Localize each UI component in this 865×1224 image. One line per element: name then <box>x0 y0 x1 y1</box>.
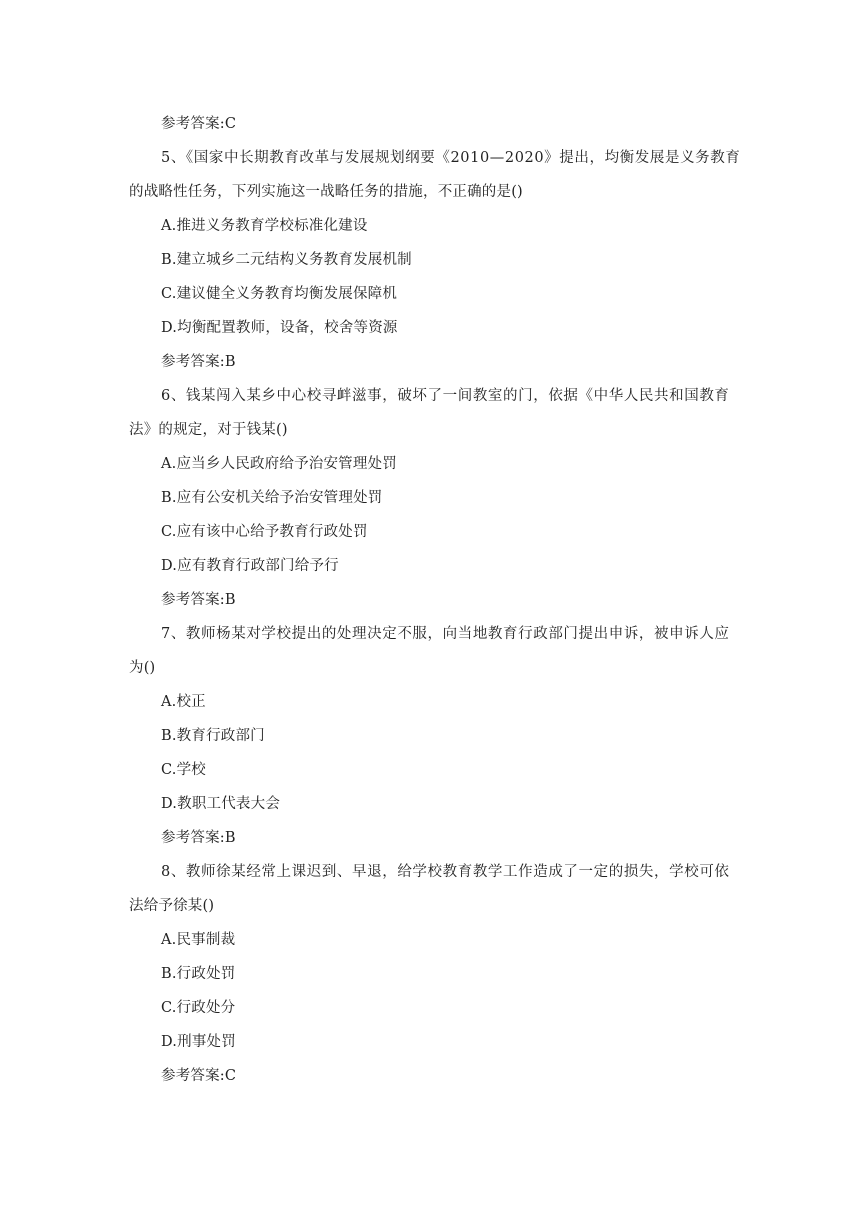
question-5-answer: 参考答案:B <box>161 354 236 370</box>
question-7-line-2: 为() <box>129 660 156 676</box>
question-8-line-1: 8、教师徐某经常上课迟到、早退，给学校教育教学工作造成了一定的损失，学校可依 <box>161 864 730 880</box>
answer-text: 参考答案:C <box>161 116 237 132</box>
question-8-option-c: C.行政处分 <box>161 1000 236 1016</box>
question-5-line-1: 5、《国家中长期教育改革与发展规划纲要《2010—2020》提出，均衡发展是义务教育 <box>161 150 741 166</box>
question-6-option-b: B.应有公安机关给予治安管理处罚 <box>161 490 383 506</box>
question-6-answer: 参考答案:B <box>161 592 236 608</box>
question-5-option-b: B.建立城乡二元结构义务教育发展机制 <box>161 252 412 268</box>
question-6-line-2: 法》的规定，对于钱某() <box>129 422 288 438</box>
question-6-option-c: C.应有该中心给予教育行政处罚 <box>161 524 368 540</box>
question-5-option-d: D.均衡配置教师，设备，校舍等资源 <box>161 320 398 336</box>
question-5-option-c: C.建议健全义务教育均衡发展保障机 <box>161 286 398 302</box>
question-5-option-a: A.推进义务教育学校标准化建设 <box>161 218 368 234</box>
question-8-option-b: B.行政处罚 <box>161 966 236 982</box>
question-5-line-2: 的战略性任务，下列实施这一战略任务的措施，不正确的是() <box>129 184 523 200</box>
question-6-option-d: D.应有教育行政部门给予行 <box>161 558 339 574</box>
question-8-line-2: 法给予徐某() <box>129 898 215 914</box>
question-7-line-1: 7、教师杨某对学校提出的处理决定不服，向当地教育行政部门提出申诉，被申诉人应 <box>161 626 730 642</box>
question-8-option-d: D.刑事处罚 <box>161 1034 236 1050</box>
question-7-option-c: C.学校 <box>161 762 206 778</box>
question-7-option-a: A.校正 <box>161 694 206 710</box>
question-7-answer: 参考答案:B <box>161 830 236 846</box>
question-8-answer: 参考答案:C <box>161 1068 237 1084</box>
question-8-option-a: A.民事制裁 <box>161 932 236 948</box>
question-6-line-1: 6、钱某闯入某乡中心校寻衅滋事，破坏了一间教室的门，依据《中华人民共和国教育 <box>161 388 730 404</box>
question-7-option-d: D.教职工代表大会 <box>161 796 281 812</box>
question-6-option-a: A.应当乡人民政府给予治安管理处罚 <box>161 456 397 472</box>
question-7-option-b: B.教育行政部门 <box>161 728 265 744</box>
